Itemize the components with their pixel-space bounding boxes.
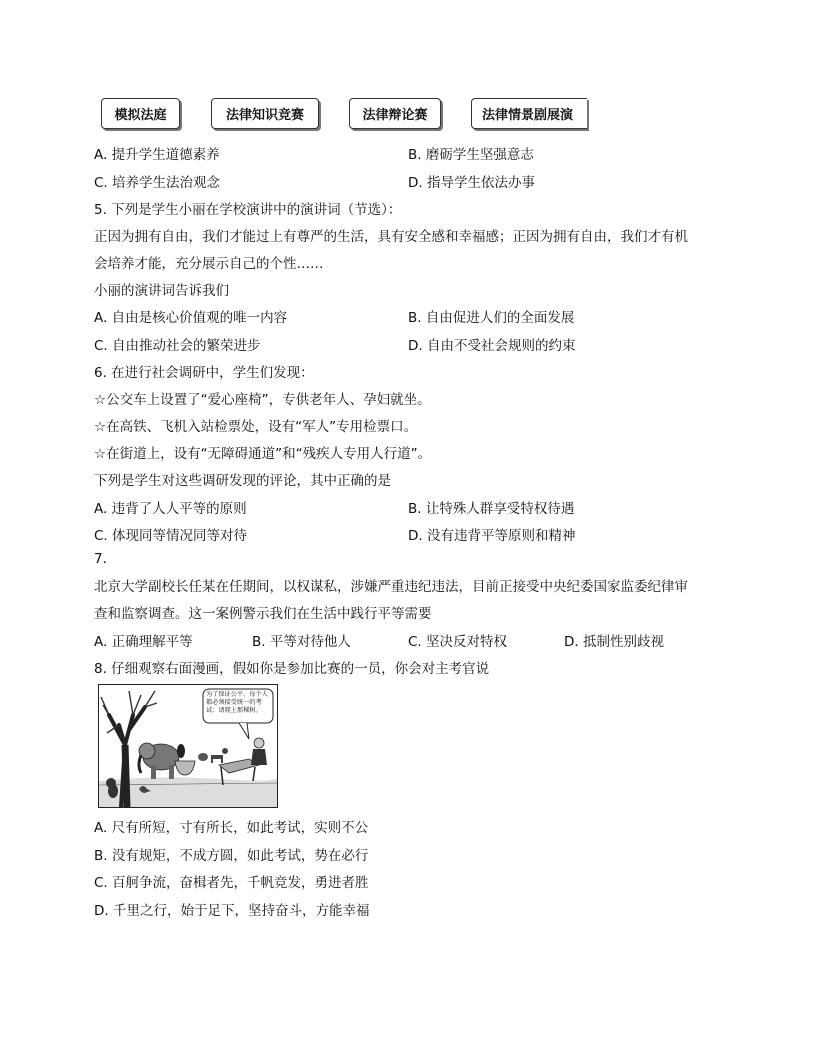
q6-option-a: A. 违背了人人平等的原则 — [94, 501, 247, 517]
activity-box-mock-court — [101, 98, 180, 129]
activity-label: 法律知识竞赛 — [225, 108, 304, 123]
q7-line2: 查和监察调查。这一案例警示我们在生活中践行平等需要 — [94, 606, 432, 622]
q4-option-c: C. 培养学生法治观念 — [94, 175, 221, 191]
q6-finding-3: ☆在街道上，设有“无障碍通道”和“残疾人专用人行道”。 — [94, 446, 432, 462]
q5-option-c: C. 自由推动社会的繁荣进步 — [94, 338, 261, 354]
q5-speech-line1: 正因为拥有自由，我们才能过上有尊严的生活，具有安全感和幸福感；正因为拥有自由，我们才有机 — [94, 229, 688, 245]
q5-option-a: A. 自由是核心价值观的唯一内容 — [94, 310, 288, 326]
q8-option-a: A. 尺有所短，寸有所长，如此考试，实则不公 — [94, 820, 369, 836]
q7-number: 7. — [94, 551, 107, 567]
activity-box-law-debate — [349, 98, 441, 129]
activity-box-law-drama — [471, 98, 587, 129]
q4-option-b: B. 磨砺学生坚强意志 — [408, 147, 534, 163]
q8-cartoon-image — [98, 684, 278, 808]
q7-option-a: A. 正确理解平等 — [94, 634, 193, 650]
q8-option-d: D. 千里之行，始于足下，坚持奋斗，方能幸福 — [94, 903, 370, 919]
q8-option-c: C. 百舸争流，奋楫者先，千帆竞发，勇进者胜 — [94, 875, 369, 891]
cartoon-speech-text: 为了保证公平，每个人都必须接受统一的考试：请爬上那棵树。 — [206, 691, 268, 714]
q8-stem: 8. 仔细观察右面漫画，假如你是参加比赛的一员，你会对主考官说 — [94, 661, 490, 677]
q8-option-b: B. 没有规矩，不成方圆，如此考试，势在必行 — [94, 848, 369, 864]
q4-option-a: A. 提升学生道德素养 — [94, 147, 220, 163]
q4-option-d: D. 指导学生依法办事 — [408, 175, 535, 191]
q7-line1: 北京大学副校长任某在任期间，以权谋私，涉嫌严重违纪违法，目前正接受中央纪委国家监委纪律审 — [94, 579, 688, 595]
q5-option-d: D. 自由不受社会规则的约束 — [408, 338, 576, 354]
q7-option-d: D. 抵制性别歧视 — [564, 634, 664, 650]
q5-speech-line2: 会培养才能，充分展示自己的个性…… — [94, 256, 324, 272]
q6-finding-1: ☆公交车上设置了“爱心座椅”，专供老年人、孕妇就坐。 — [94, 392, 431, 408]
q6-question: 下列是学生对这些调研发现的评论，其中正确的是 — [94, 473, 391, 489]
q7-option-c: C. 坚决反对特权 — [408, 634, 508, 650]
q6-stem: 6. 在进行社会调研中，学生们发现： — [94, 365, 314, 381]
q6-option-b: B. 让特殊人群享受特权待遇 — [408, 501, 575, 517]
activity-box-law-quiz — [211, 98, 319, 129]
q7-option-b: B. 平等对待他人 — [252, 634, 351, 650]
q5-option-b: B. 自由促进人们的全面发展 — [408, 310, 575, 326]
activity-label: 模拟法庭 — [114, 108, 167, 123]
q6-option-c: C. 体现同等情况同等对待 — [94, 528, 248, 544]
activity-label: 法律辩论赛 — [362, 108, 428, 123]
q6-finding-2: ☆在高铁、飞机入站检票处，设有“军人”专用检票口。 — [94, 419, 418, 435]
q5-stem: 5. 下列是学生小丽在学校演讲中的演讲词（节选）： — [94, 202, 402, 218]
q6-option-d: D. 没有违背平等原则和精神 — [408, 528, 576, 544]
q5-question: 小丽的演讲词告诉我们 — [94, 283, 229, 299]
activity-label: 法律情景剧展演 — [482, 108, 574, 123]
